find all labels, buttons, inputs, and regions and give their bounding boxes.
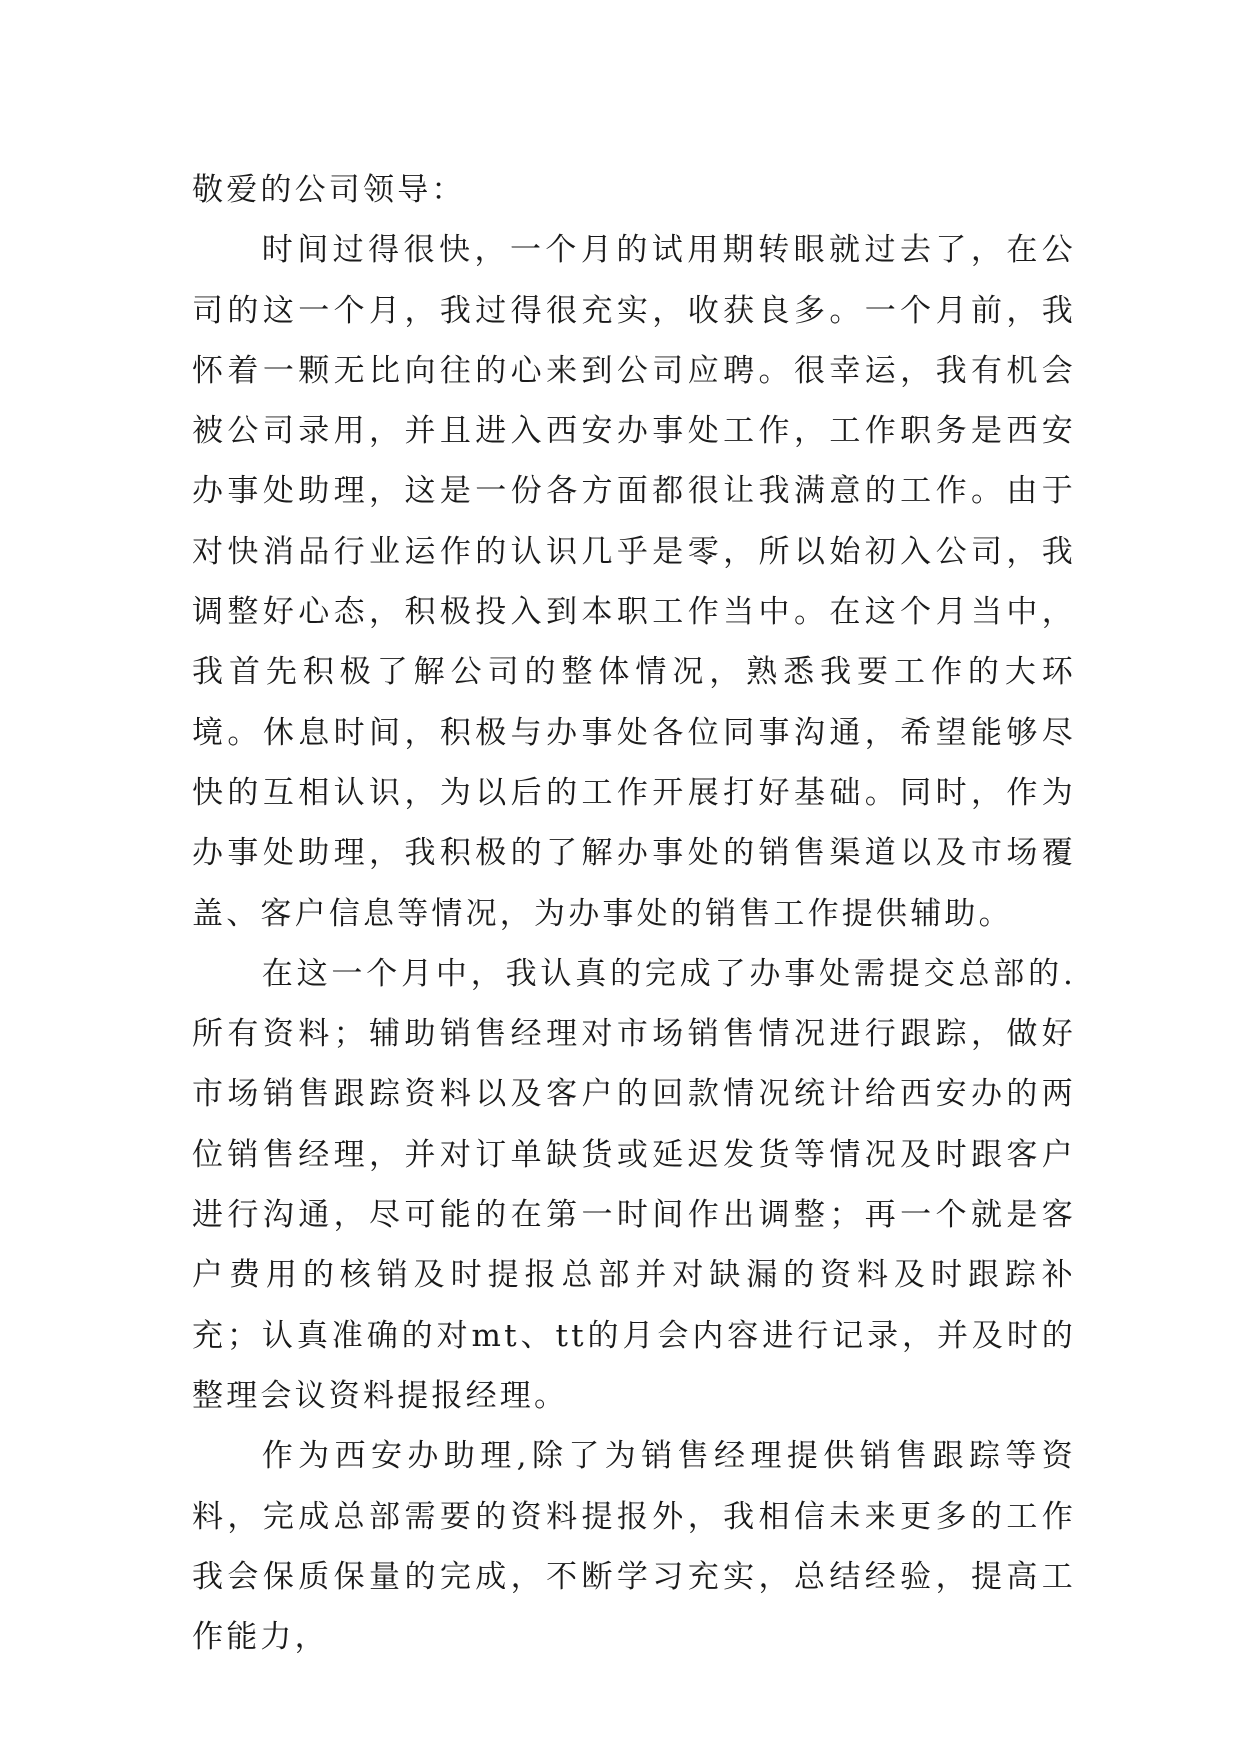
paragraph-1: 时间过得很快，一个月的试用期转眼就过去了，在公司的这一个月，我过得很充实，收获良多。一个月前，我怀着一颗无比向往的心来到公司应聘。很幸运，我有机会被公司录用，并且进入西安办事处工作，工作职务是西安办事处助理，这是一份各方面都很让我满意的工作。由于对快消品行业运作的认识几乎是零，所以始初入公司，我调整好心态，积极投入到本职工作当中。在这个月当中，我首先积极了解公司的整体情况，熟悉我要工作的大环境。休息时间，积极与办事处各位同事沟通，希望能够尽快的互相认识，为以后的工作开展打好基础。同时，作为办事处助理，我积极的了解办事处的销售渠道以及市场覆盖、客户信息等情况，为办事处的销售工作提供辅助。 [192,232,1076,932]
salutation: 敬爱的公司领导： [192,172,466,208]
paragraph-3: 作为西安办助理,除了为销售经理提供销售跟踪等资料，完成总部需要的资料提报外，我相信未来更多的工作我会保质保量的完成，不断学习充实，总结经验，提高工作能力， [192,1438,1076,1656]
letter-body [192,160,1076,1667]
paragraph-2: 在这一个月中，我认真的完成了办事处需提交总部的.所有资料；辅助销售经理对市场销售情况进行跟踪，做好市场销售跟踪资料以及客户的回款情况统计给西安办的两位销售经理，并对订单缺货或延迟发货等情况及时跟客户进行沟通，尽可能的在第一时间作出调整；再一个就是客户费用的核销及时提报总部并对缺漏的资料及时跟踪补充；认真准确的对mt、tt的月会内容进行记录，并及时的整理会议资料提报经理。 [192,955,1076,1414]
